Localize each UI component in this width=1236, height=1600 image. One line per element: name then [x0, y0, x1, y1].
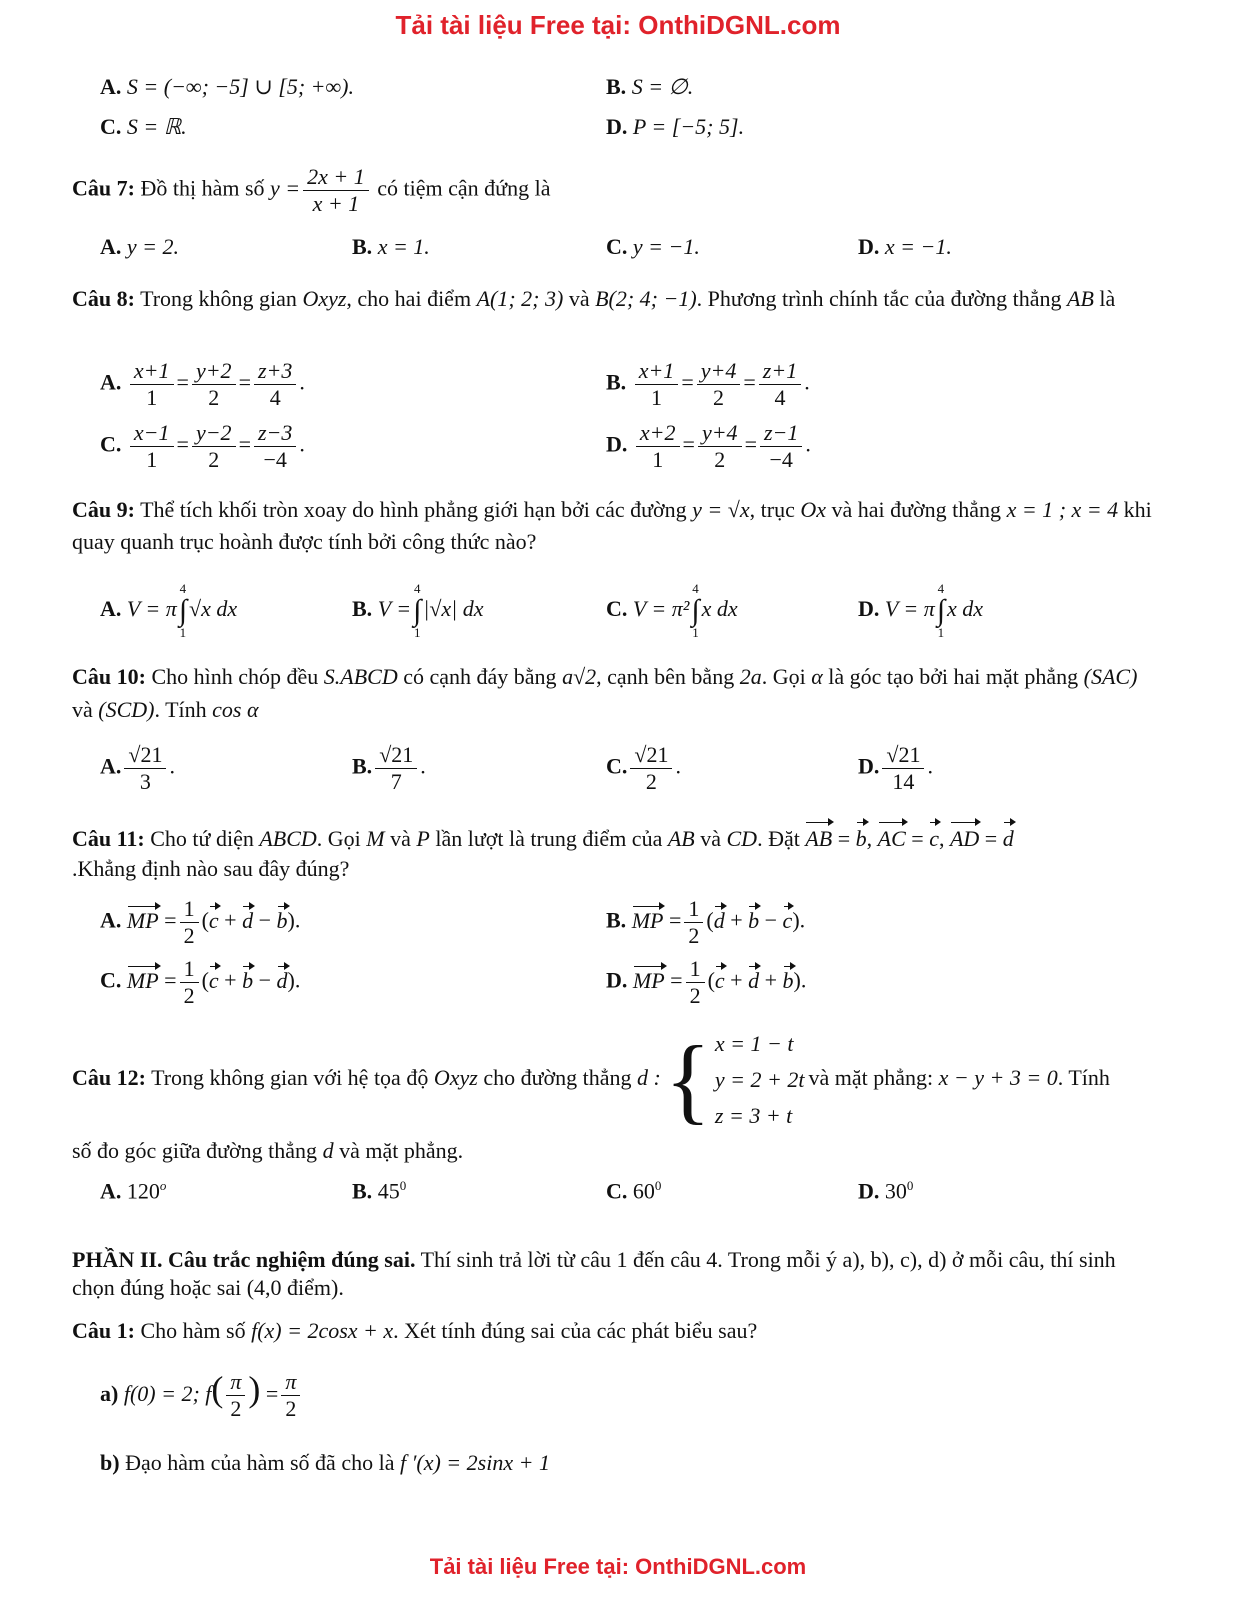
q12-equation-system: { x = 1 − t y = 2 + 2t z = 3 + t	[664, 1026, 805, 1133]
q8-option-a: A. $\frac{x+1}{1}$ = $\frac{y+2}{2}$ = $\frac{z+3}{4}$ .	[100, 358, 305, 410]
q12-options	[0, 1178, 1236, 1208]
q7-option-a: A. y = 2.	[100, 234, 180, 259]
question-11: Câu 11: Cho tứ diện ABCD. Gọi M và P lần lượt là trung điểm của AB và CD. Đặt AB = b, AC = c, AD = d .Khẳng định nào sau đây đúng?	[72, 826, 1014, 881]
q7-fraction: $\frac{2x + 1}{x + 1}$	[303, 164, 369, 217]
q9-options	[0, 568, 1236, 640]
question-8: Câu 8: Trong không gian Oxyz, cho hai điểm A(1; 2; 3) và B(2; 4; −1). Phương trình chính tắc của đường thẳng AB là	[72, 286, 1116, 311]
q6-options-row-1	[0, 74, 1236, 108]
q7-options	[0, 234, 1236, 264]
q11-option-a: A. MP = $\frac{1}{2}$ (c + d − b).	[100, 896, 301, 948]
q10-options	[0, 742, 1236, 808]
item-b-text: b) Đạo hàm của hàm số đã cho là f ′(x) = 2sinx + 1	[100, 1450, 550, 1475]
header-banner[interactable]: Tải tài liệu Free tại: OnthiDGNL.com	[395, 10, 841, 40]
q10-option-d: D. $\frac{√21}{14}$ .	[858, 742, 933, 794]
q7-option-c: C. y = −1.	[606, 234, 700, 259]
q6-option-d: D. P = [−5; 5].	[606, 114, 745, 139]
question-12: Câu 12: Trong không gian với hệ tọa độ Oxyz cho đường thẳng d : { x = 1 − t y = 2 + 2t z = 3 + t và mặt phẳng: x − y + 3 = 0. Tính	[72, 1026, 1110, 1133]
q9-option-b: B. V = 4 ∫ 1 |√x| dx	[352, 581, 484, 640]
q12-option-d: D. $30^0$	[858, 1178, 914, 1204]
item-a-expression: a) f(0) = 2; f( $\frac{\pi}{2}$ ) = $\frac{\pi}{2}$	[100, 1368, 303, 1422]
q11-option-b: B. MP = $\frac{1}{2}$ (d + b − c).	[606, 896, 806, 948]
question-7: Câu 7: Đồ thị hàm số y = $\frac{2x + 1}{x + 1}$ có tiệm cận đứng là	[72, 164, 551, 216]
q9-option-d: D. V = π 4 ∫ 1 x dx	[858, 581, 984, 640]
q11-option-d: D. MP = $\frac{1}{2}$ (c + d + b).	[606, 956, 807, 1008]
q6-option-b: B. S = ∅.	[606, 74, 694, 99]
q7-option-d: D. x = −1.	[858, 234, 952, 259]
question-9: Câu 9: Thể tích khối tròn xoay do hình phẳng giới hạn bởi các đường y = √x, trục Ox và hai đường thẳng x = 1 ; x = 4 khi quay quanh trục hoành được tính bởi công thức nào?	[72, 497, 1152, 554]
q6-option-a: A. S = (−∞; −5] ∪ [5; +∞).	[100, 74, 355, 99]
q8-option-d: D. $\frac{x+2}{1}$ = $\frac{y+4}{2}$ = $\frac{z-1}{-4}$ .	[606, 420, 811, 472]
q11-option-c: C. MP = $\frac{1}{2}$ (c + b − d).	[100, 956, 301, 1008]
q9-option-a: A. V = π 4 ∫ 1 √x dx	[100, 581, 238, 640]
q10-option-a: A. $\frac{√21}{3}$ .	[100, 742, 175, 794]
part-2-item-b	[0, 1450, 1236, 1482]
q12-option-c: C. $60^0$	[606, 1178, 662, 1204]
question-12-cont: số đo góc giữa đường thẳng d và mặt phẳng.	[72, 1138, 464, 1163]
q10-option-c: C. $\frac{√21}{2}$ .	[606, 742, 681, 794]
q8-options-row-2	[0, 420, 1236, 478]
q8-option-c: C. $\frac{x-1}{1}$ = $\frac{y-2}{2}$ = $\frac{z-3}{-4}$ .	[100, 420, 305, 472]
question-10: Câu 10: Cho hình chóp đều S.ABCD có cạnh đáy bằng a√2, cạnh bên bằng 2a. Gọi α là góc tạo bởi hai mặt phẳng (SAC) và (SCD). Tính cos α	[72, 664, 1138, 722]
footer-banner[interactable]: Tải tài liệu Free tại: OnthiDGNL.com	[429, 1554, 807, 1579]
q6-option-c: C. S = ℝ.	[100, 114, 187, 139]
q9-option-c: C. V = π² 4 ∫ 1 x dx	[606, 581, 738, 640]
part-2-item-a	[0, 1364, 1236, 1432]
q6-options-row-2	[0, 114, 1236, 148]
q12-option-b: B. $45^0$	[352, 1178, 407, 1204]
q11-options-row-2	[0, 956, 1236, 1014]
q11-options-row-1	[0, 896, 1236, 954]
part-2-question-1: Câu 1: Cho hàm số f(x) = 2cosx + x. Xét tính đúng sai của các phát biểu sau?	[72, 1318, 758, 1343]
q7-option-b: B. x = 1.	[352, 234, 430, 259]
q8-option-b: B. $\frac{x+1}{1}$ = $\frac{y+4}{2}$ = $\frac{z+1}{4}$ .	[606, 358, 810, 410]
q8-options-row-1	[0, 358, 1236, 416]
q10-option-b: B. $\frac{√21}{7}$ .	[352, 742, 426, 794]
part-2-heading: PHẦN II. Câu trắc nghiệm đúng sai. Thí sinh trả lời từ câu 1 đến câu 4. Trong mỗi ý a), b), c), d) ở mỗi câu, thí sinh chọn đúng hoặc sai (4,0 điểm).	[72, 1247, 1116, 1300]
q12-option-a: A. 120$^o$	[100, 1178, 167, 1204]
